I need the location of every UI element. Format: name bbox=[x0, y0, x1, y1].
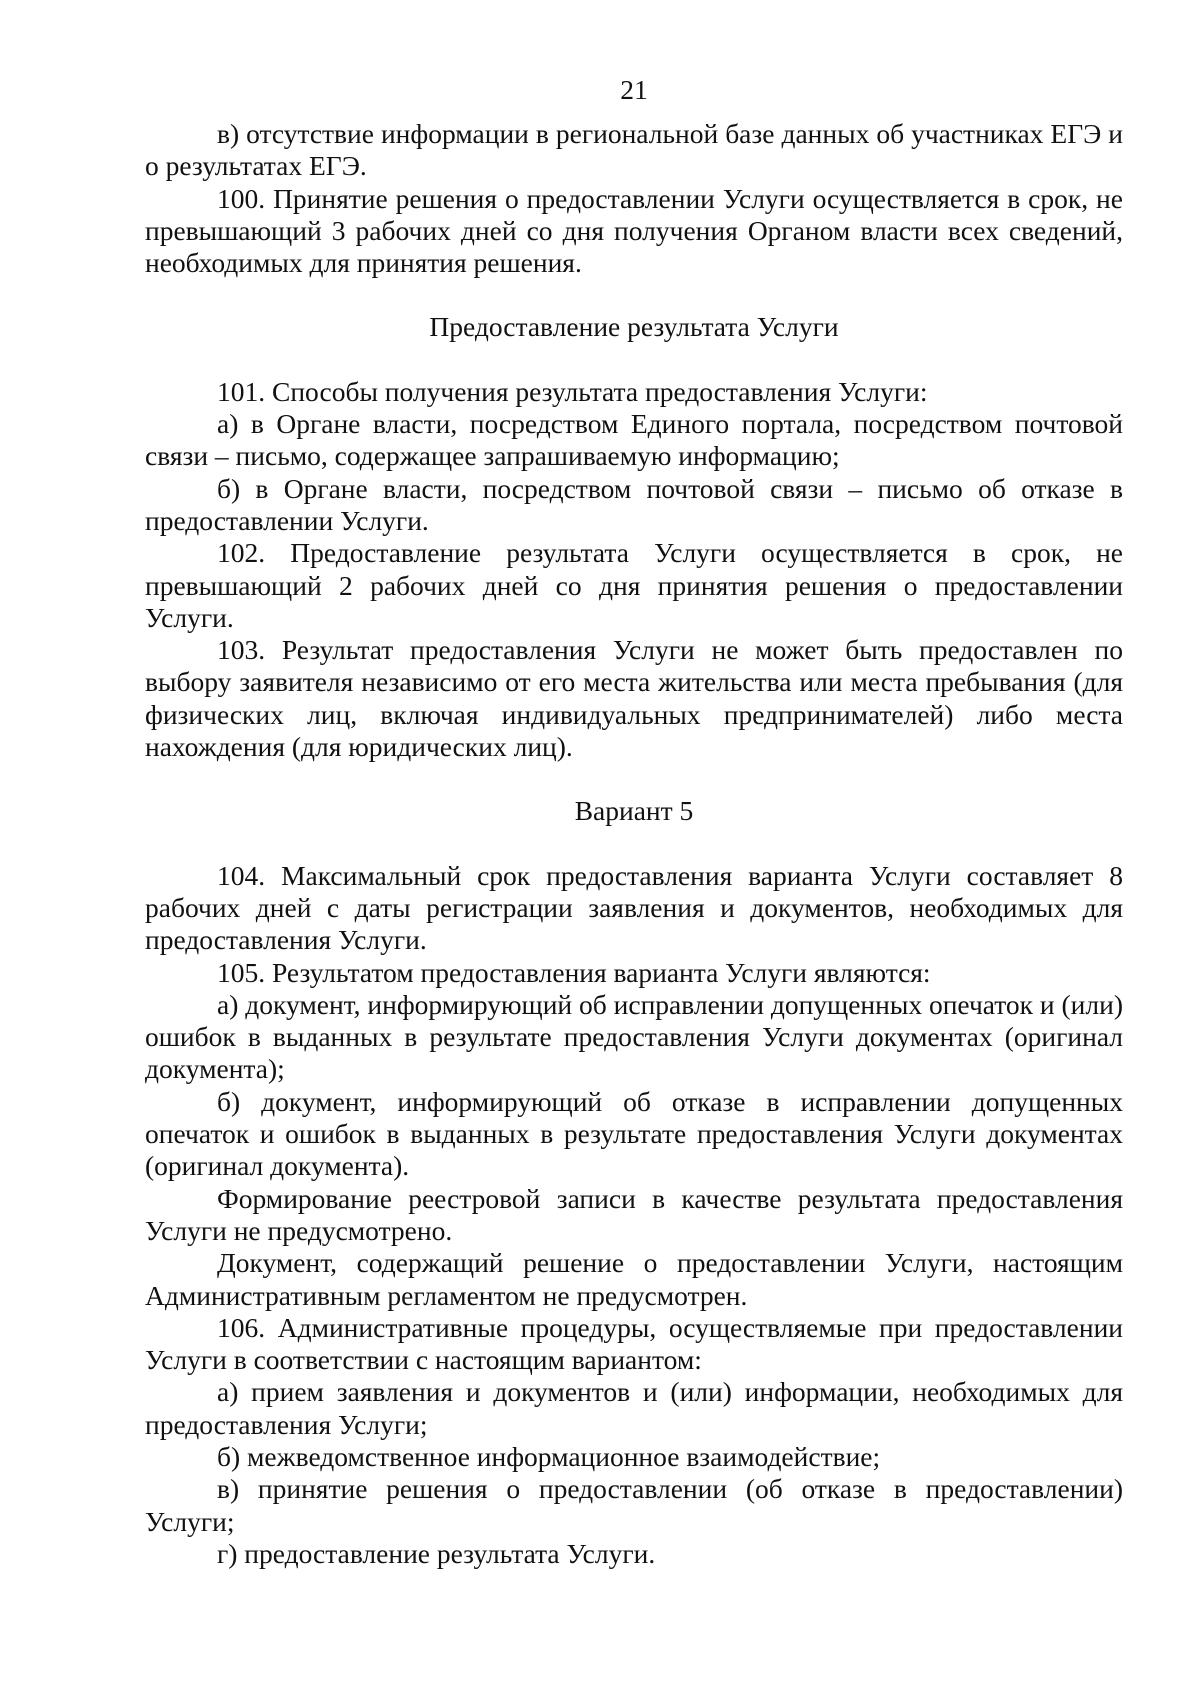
document-body bbox=[145, 118, 1123, 1570]
paragraph: 106. Административные процедуры, осуществляемые при предоставлении Услуги в соответствии с настоящим вариантом: bbox=[145, 1311, 1123, 1376]
paragraph: б) документ, информирующий об отказе в исправлении допущенных опечаток и ошибок в выданных в результате предоставления Услуги документах (оригинал документа). bbox=[145, 1085, 1123, 1182]
paragraph: а) документ, информирующий об исправлении допущенных опечаток и (или) ошибок в выданных в результате предоставления Услуги документах (оригинал документа); bbox=[145, 988, 1123, 1085]
paragraph: 103. Результат предоставления Услуги не может быть предоставлен по выбору заявителя независимо от его места жительства или места пребывания (для физических лиц, включая индивидуальных предпринимателей) либо места нахождения (для юридических лиц). bbox=[145, 634, 1123, 763]
paragraph: а) в Органе власти, посредством Единого портала, посредством почтовой связи – письмо, содержащее запрашиваемую информацию; bbox=[145, 408, 1123, 472]
paragraph: 100. Принятие решения о предоставлении Услуги осуществляется в срок, не превышающий 3 рабочих дней со дня получения Органом власти всех сведений, необходимых для принятия решения. bbox=[145, 182, 1123, 279]
page-number: 21 bbox=[620, 74, 648, 105]
paragraph: 105. Результатом предоставления варианта Услуги являются: bbox=[217, 956, 931, 988]
paragraph: Документ, содержащий решение о предоставлении Услуги, настоящим Административным регламентом не предусмотрен. bbox=[145, 1247, 1123, 1311]
section-heading: Вариант 5 bbox=[574, 795, 694, 827]
paragraph: в) принятие решения о предоставлении (об отказе в предоставлении) Услуги; bbox=[145, 1473, 1123, 1537]
paragraph: г) предоставление результата Услуги. bbox=[217, 1537, 656, 1569]
paragraph: в) отсутствие информации в региональной базе данных об участниках ЕГЭ и о результатах ЕГЭ. bbox=[145, 118, 1123, 182]
paragraph: а) прием заявления и документов и (или) информации, необходимых для предоставления Услуги; bbox=[145, 1376, 1123, 1440]
paragraph: 101. Способы получения результата предоставления Услуги: bbox=[217, 375, 928, 407]
paragraph: Формирование реестровой записи в качестве результата предоставления Услуги не предусмотрено. bbox=[145, 1182, 1123, 1246]
paragraph: б) в Органе власти, посредством почтовой связи – письмо об отказе в предоставлении Услуги. bbox=[145, 472, 1123, 536]
paragraph: 102. Предоставление результата Услуги осуществляется в срок, не превышающий 2 рабочих дней со дня принятия решения о предоставлении Услуги. bbox=[145, 537, 1123, 633]
paragraph: б) межведомственное информационное взаимодействие; bbox=[217, 1440, 881, 1472]
paragraph: 104. Максимальный срок предоставления варианта Услуги составляет 8 рабочих дней с даты регистрации заявления и документов, необходимых для предоставления Услуги. bbox=[145, 859, 1123, 956]
section-heading: Предоставление результата Услуги bbox=[429, 311, 839, 343]
